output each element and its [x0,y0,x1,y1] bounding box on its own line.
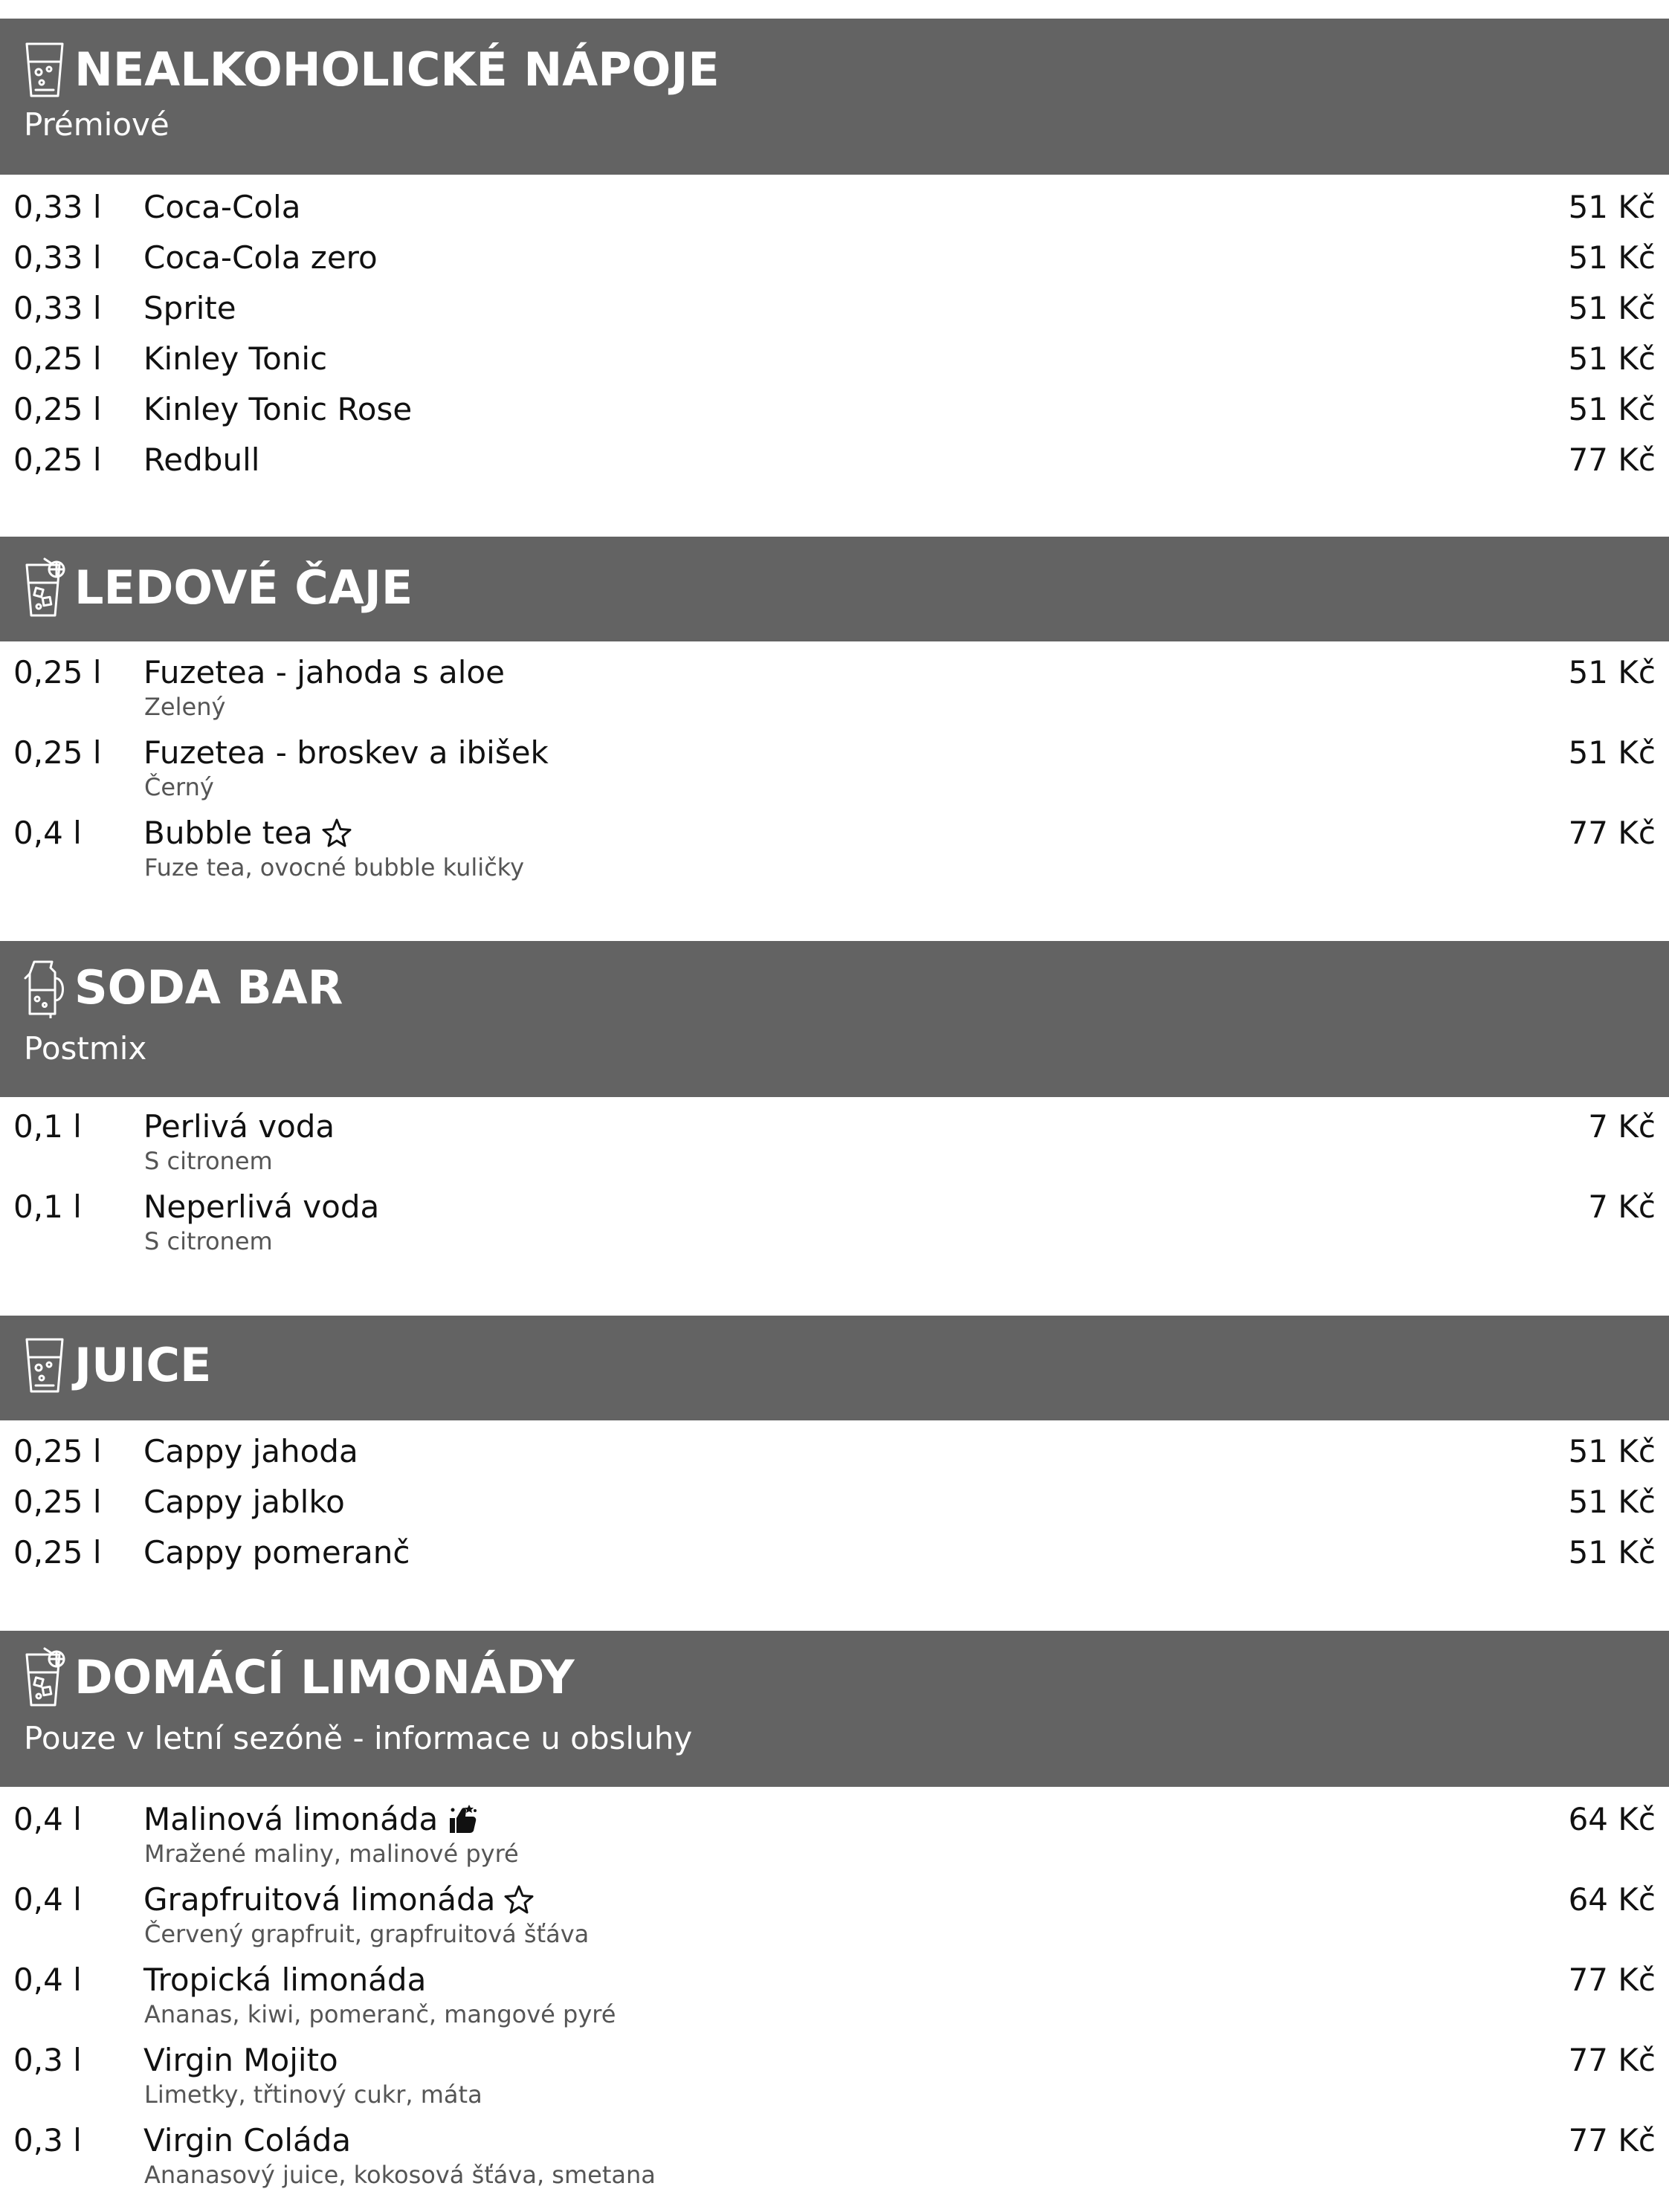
item-name: Malinová limonáda [143,1801,439,1837]
item-name-with-badge [143,1801,478,1838]
item-name: Bubble tea [143,815,313,851]
item-price: 64 Kč [1568,1801,1656,1837]
item-description: Zelený [144,693,226,721]
item-price: 51 Kč [1568,1433,1656,1469]
item-price: 77 Kč [1568,2042,1656,2078]
item-price: 51 Kč [1568,654,1656,691]
item-price: 7 Kč [1588,1189,1656,1225]
item-price: 64 Kč [1568,1881,1656,1918]
glass-icon [22,1335,67,1396]
item-name-with-badge [143,815,353,852]
item-description: Ananasový juice, kokosová šťáva, smetana [144,2161,656,2189]
item-name: Neperlivá voda [143,1189,380,1225]
section-header-soda-bar [0,941,1669,1097]
item-price: 51 Kč [1568,734,1656,771]
item-volume: 0,4 l [13,1801,82,1837]
pitcher-icon [22,957,67,1018]
item-volume: 0,25 l [13,391,102,427]
item-volume: 0,1 l [13,1189,82,1225]
item-volume: 0,33 l [13,189,102,225]
item-price: 51 Kč [1568,340,1656,377]
section-header-juice [0,1316,1669,1420]
item-price: 51 Kč [1568,391,1656,427]
item-name: Redbull [143,442,260,478]
item-volume: 0,25 l [13,442,102,478]
star-icon [320,817,353,850]
section-header-domaci-limonady [0,1631,1669,1787]
item-name: Fuzetea - jahoda s aloe [143,654,505,691]
item-description: Mražené maliny, malinové pyré [144,1840,519,1868]
item-volume: 0,25 l [13,340,102,377]
item-volume: 0,33 l [13,290,102,326]
item-volume: 0,25 l [13,654,102,691]
item-volume: 0,25 l [13,734,102,771]
item-name: Coca-Cola zero [143,239,378,276]
section-title: DOMÁCÍ LIMONÁDY [74,1650,575,1704]
item-description: S citronem [144,1227,273,1255]
section-subtitle: Prémiové [24,106,170,143]
section-header-ledove-caje [0,537,1669,641]
item-price: 51 Kč [1568,239,1656,276]
item-description: S citronem [144,1147,273,1175]
item-name-with-badge [143,1881,535,1918]
item-name: Tropická limonáda [143,1962,427,1998]
glass-icon [22,39,67,100]
item-volume: 0,4 l [13,815,82,851]
item-name: Cappy pomeranč [143,1534,410,1571]
item-price: 77 Kč [1568,815,1656,851]
item-volume: 0,3 l [13,2042,82,2078]
section-title: NEALKOHOLICKÉ NÁPOJE [74,42,720,97]
item-volume: 0,25 l [13,1534,102,1571]
section-subtitle: Postmix [24,1030,147,1067]
item-name: Kinley Tonic Rose [143,391,413,427]
section-title: SODA BAR [74,960,343,1015]
star-icon [503,1883,535,1916]
item-description: Ananas, kiwi, pomeranč, mangové pyré [144,2000,616,2028]
item-price: 51 Kč [1568,1484,1656,1520]
item-price: 51 Kč [1568,189,1656,225]
item-name: Virgin Coláda [143,2122,352,2158]
item-name: Cappy jablko [143,1484,345,1520]
item-price: 77 Kč [1568,1962,1656,1998]
item-name: Sprite [143,290,236,326]
item-volume: 0,33 l [13,239,102,276]
item-name: Perlivá voda [143,1108,335,1145]
item-price: 77 Kč [1568,2122,1656,2158]
item-description: Limetky, třtinový cukr, máta [144,2080,482,2109]
thumbs-up-icon [445,1803,478,1836]
section-header-nealkoholicke [0,19,1669,175]
section-title: JUICE [74,1338,212,1392]
item-name: Kinley Tonic [143,340,328,377]
item-price: 51 Kč [1568,1534,1656,1571]
item-price: 51 Kč [1568,290,1656,326]
item-volume: 0,25 l [13,1433,102,1469]
item-name: Cappy jahoda [143,1433,358,1469]
item-volume: 0,1 l [13,1108,82,1145]
item-name: Virgin Mojito [143,2042,338,2078]
item-volume: 0,3 l [13,2122,82,2158]
item-volume: 0,25 l [13,1484,102,1520]
item-volume: 0,4 l [13,1881,82,1918]
item-description: Fuze tea, ovocné bubble kuličky [144,853,525,882]
item-volume: 0,4 l [13,1962,82,1998]
item-description: Červený grapfruit, grapfruitová šťáva [144,1920,590,1948]
item-price: 7 Kč [1588,1108,1656,1145]
item-name: Coca-Cola [143,189,301,225]
section-title: LEDOVÉ ČAJE [74,560,413,615]
item-name: Fuzetea - broskev a ibišek [143,734,549,771]
item-description: Černý [144,773,214,801]
iced-drink-icon [22,557,67,618]
section-subtitle: Pouze v letní sezóně - informace u obsluhy [24,1720,693,1756]
item-price: 77 Kč [1568,442,1656,478]
item-name: Grapfruitová limonáda [143,1881,496,1918]
iced-drink-icon [22,1647,67,1708]
